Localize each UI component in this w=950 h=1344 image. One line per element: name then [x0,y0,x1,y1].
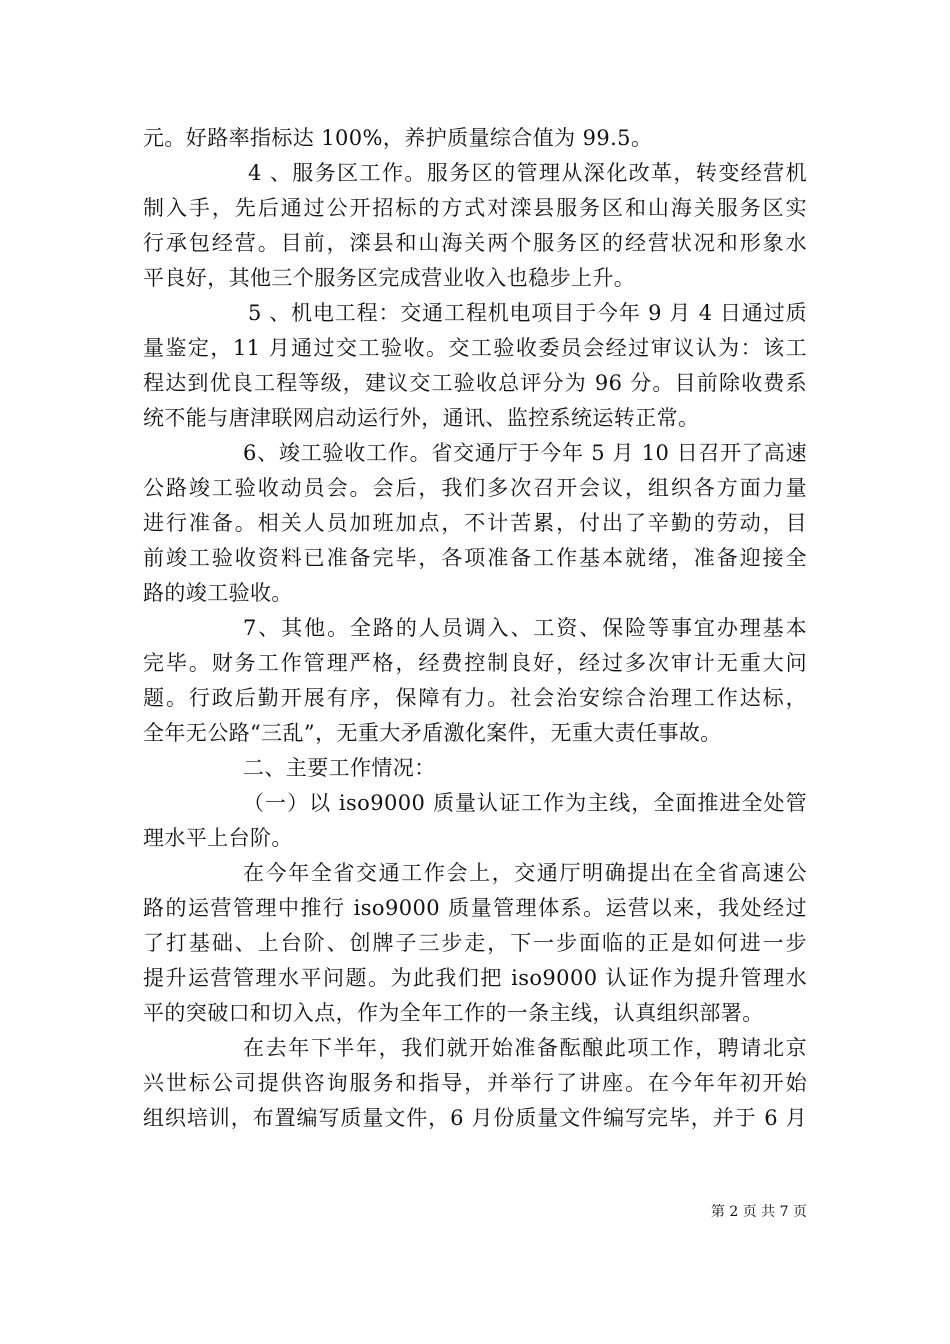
text-line: 制入手，先后通过公开招标的方式对滦县服务区和山海关服务区实 [143,196,807,220]
text-line: 提升运营管理水平问题。为此我们把 iso9000 认证作为提升管理水 [143,966,807,990]
text-line: 统不能与唐津联网启动运行外，通讯、监控系统运转正常。 [143,406,700,430]
text-line: 4 、服务区工作。服务区的管理从深化改革，转变经营机 [248,161,807,185]
page-number: 第 2 页 共 7 页 [710,1204,807,1220]
text-line: 程达到优良工程等级，建议交工验收总评分为 96 分。目前除收费系 [143,371,807,395]
text-line: 了打基础、上台阶、创牌子三步走，下一步面临的正是如何进一步 [143,931,807,955]
text-line: 题。行政后勤开展有序，保障有力。社会治安综合治理工作达标， [143,686,807,710]
text-line: 在今年全省交通工作会上，交通厅明确提出在全省高速公 [243,861,807,885]
text-line: 路的运营管理中推行 iso9000 质量管理体系。运营以来，我处经过 [143,896,807,920]
subsection-heading: 理水平上台阶。 [143,826,293,850]
subsection-heading: （一）以 iso9000 质量认证工作为主线，全面推进全处管 [243,791,807,815]
text-line: 6、竣工验收工作。省交通厅于今年 5 月 10 日召开了高速 [243,441,807,465]
section-heading: 二、主要工作情况： [243,756,436,780]
text-line: 5 、机电工程：交通工程机电项目于今年 9 月 4 日通过质 [248,301,807,325]
text-line: 元。好路率指标达 100%，养护质量综合值为 99.5。 [143,126,653,150]
text-line: 在去年下半年，我们就开始准备酝酿此项工作，聘请北京 [243,1036,807,1060]
text-line: 平的突破口和切入点，作为全年工作的一条主线，认真组织部署。 [143,1001,764,1025]
text-line: 兴世标公司提供咨询服务和指导，并举行了讲座。在今年年初开始 [143,1071,807,1095]
text-line: 进行准备。相关人员加班加点，不计苦累，付出了辛勤的劳动，目 [143,511,807,535]
text-line: 组织培训，布置编写质量文件，6 月份质量文件编写完毕，并于 6 月 [143,1106,807,1130]
text-line: 路的竣工验收。 [143,581,293,605]
text-line: 前竣工验收资料已准备完毕，各项准备工作基本就绪，准备迎接全 [143,546,807,570]
text-line: 量鉴定，11 月通过交工验收。交工验收委员会经过审议认为：该工 [143,336,807,360]
text-line: 7、其他。全路的人员调入、工资、保险等事宜办理基本 [243,616,807,640]
text-line: 平良好，其他三个服务区完成营业收入也稳步上升。 [143,266,636,290]
text-line: 行承包经营。目前，滦县和山海关两个服务区的经营状况和形象水 [143,231,807,255]
text-line: 全年无公路“三乱”，无重大矛盾激化案件，无重大责任事故。 [143,721,722,745]
text-line: 完毕。财务工作管理严格，经费控制良好，经过多次审计无重大问 [143,651,807,675]
text-line: 公路竣工验收动员会。会后，我们多次召开会议，组织各方面力量 [143,476,807,500]
